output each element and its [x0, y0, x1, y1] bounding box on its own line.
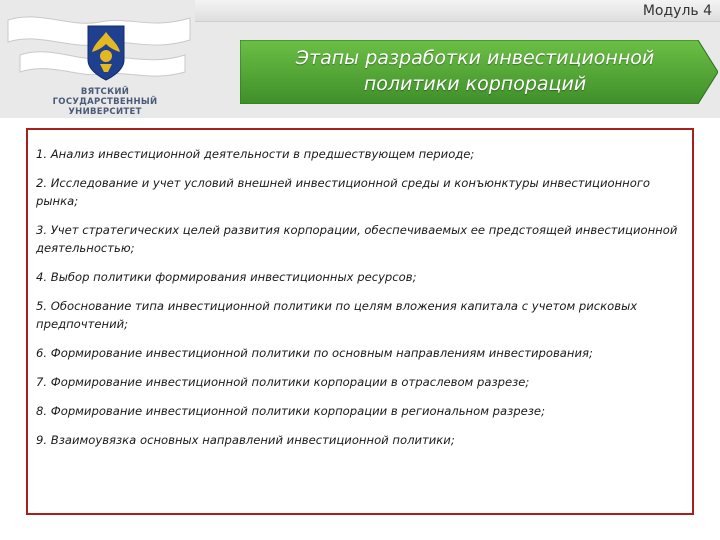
page-title: Этапы разработки инвестиционной политики корпораций: [295, 47, 655, 95]
list-item: 8. Формирование инвестиционной политики корпорации в региональном разрезе;: [36, 404, 545, 418]
list-item: 9. Взаимоувязка основных направлений инвестиционной политики;: [36, 433, 455, 447]
list-item: 2. Исследование и учет условий внешней инвестиционной среды и конъюнктуры инвестиционного рынка;: [36, 176, 651, 208]
list-item: 3. Учет стратегических целей развития корпорации, обеспечиваемых ее предстоящей инвестиционной деятельностью;: [36, 223, 678, 255]
list-item: 5. Обоснование типа инвестиционной политики по целям вложения капитала с учетом рисковых предпочтений;: [36, 299, 638, 331]
header-strip: [195, 0, 720, 22]
list-item: 7. Формирование инвестиционной политики корпорации в отраслевом разрезе;: [36, 375, 530, 389]
list-item: 1. Анализ инвестиционной деятельности в предшествующем периоде;: [36, 147, 475, 161]
list-item: 4. Выбор политики формирования инвестиционных ресурсов;: [36, 270, 417, 284]
university-name: ВЯТСКИЙ ГОСУДАРСТВЕННЫЙ УНИВЕРСИТЕТ: [52, 87, 158, 117]
list-item: 6. Формирование инвестиционной политики по основным направлениям инвестирования;: [36, 346, 593, 360]
module-label: Модуль 4: [642, 3, 712, 19]
stages-list: [26, 128, 694, 515]
